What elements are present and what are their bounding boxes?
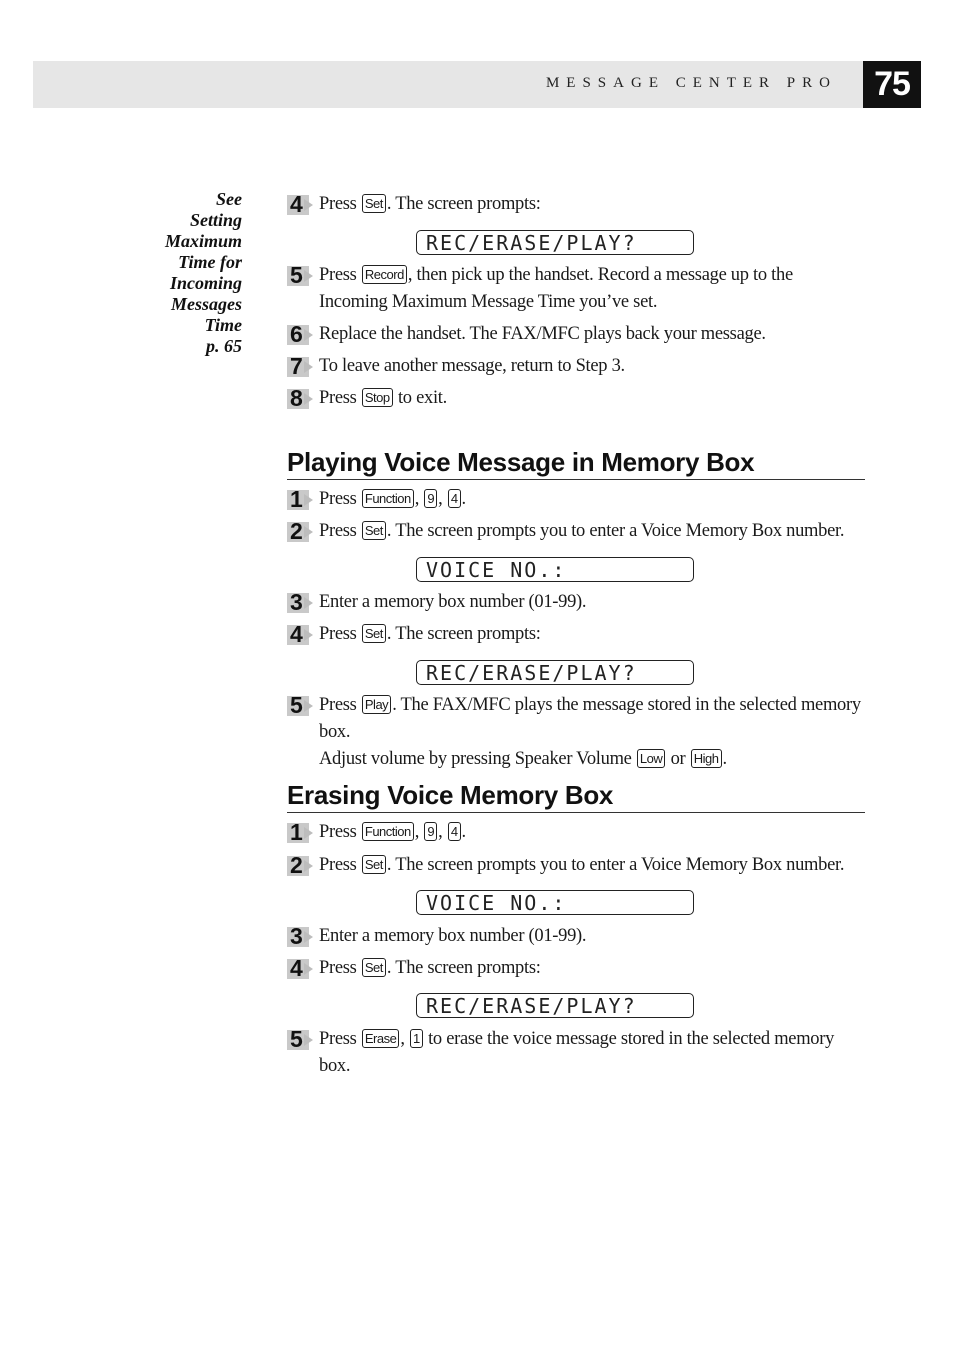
stop-key: Stop bbox=[362, 388, 393, 407]
step-number-badge: 4 bbox=[287, 622, 319, 648]
high-key: High bbox=[691, 749, 722, 768]
set-key: Set bbox=[362, 194, 386, 213]
step-number-badge: 4 bbox=[287, 956, 319, 982]
lcd-display: REC/ERASE/PLAY? bbox=[416, 993, 694, 1018]
function-key: Function bbox=[362, 822, 414, 841]
key-4: 4 bbox=[448, 489, 461, 508]
step-number-badge: 7 bbox=[287, 354, 319, 380]
lcd-display: REC/ERASE/PLAY? bbox=[416, 660, 694, 685]
record-key: Record bbox=[362, 265, 407, 284]
key-1: 1 bbox=[410, 1029, 423, 1048]
sidenote-line: Time bbox=[204, 315, 242, 335]
step-number-badge: 2 bbox=[287, 519, 319, 545]
step-number-badge: 5 bbox=[287, 263, 319, 289]
lcd-display: VOICE NO.:_ bbox=[416, 557, 694, 582]
step-number-badge: 4 bbox=[287, 192, 319, 218]
arrow-icon bbox=[304, 860, 313, 872]
sidenote bbox=[120, 189, 242, 357]
erase-key: Erase bbox=[362, 1029, 399, 1048]
step-number-badge: 2 bbox=[287, 853, 319, 879]
section-title-playing: Playing Voice Message in Memory Box bbox=[287, 447, 865, 480]
lcd-display: REC/ERASE/PLAY? bbox=[416, 230, 694, 255]
sidenote-line: Messages bbox=[171, 294, 242, 314]
sidenote-line: See bbox=[216, 189, 242, 209]
function-key: Function bbox=[362, 489, 414, 508]
sidenote-line: p. 65 bbox=[206, 336, 242, 356]
sidenote-line: Setting bbox=[189, 210, 242, 230]
step-number-badge: 8 bbox=[287, 386, 319, 412]
arrow-icon bbox=[304, 597, 313, 609]
step-number-badge: 5 bbox=[287, 693, 319, 719]
low-key: Low bbox=[637, 749, 665, 768]
step-number-badge: 5 bbox=[287, 1027, 319, 1053]
arrow-icon bbox=[304, 629, 313, 641]
arrow-icon bbox=[304, 329, 313, 341]
set-key: Set bbox=[362, 624, 386, 643]
section-title-erasing: Erasing Voice Memory Box bbox=[287, 780, 865, 813]
key-9: 9 bbox=[424, 489, 437, 508]
step-number-badge: 3 bbox=[287, 924, 319, 950]
arrow-icon bbox=[304, 270, 313, 282]
key-4: 4 bbox=[448, 822, 461, 841]
arrow-icon bbox=[304, 199, 313, 211]
header-bar bbox=[33, 61, 863, 108]
step-number-badge: 6 bbox=[287, 322, 319, 348]
arrow-icon bbox=[304, 1034, 313, 1046]
sidenote-line: Maximum bbox=[164, 231, 242, 251]
page-number: 75 bbox=[863, 61, 921, 108]
sidenote-line: Incoming bbox=[169, 273, 242, 293]
running-header: MESSAGE CENTER PRO bbox=[545, 75, 837, 91]
set-key: Set bbox=[362, 958, 386, 977]
arrow-icon bbox=[304, 494, 313, 506]
arrow-icon bbox=[304, 361, 313, 373]
step-number-badge: 1 bbox=[287, 487, 319, 513]
set-key: Set bbox=[362, 855, 386, 874]
step-number-badge: 1 bbox=[287, 820, 319, 846]
arrow-icon bbox=[304, 526, 313, 538]
arrow-icon bbox=[304, 827, 313, 839]
step-number-badge: 3 bbox=[287, 590, 319, 616]
sidenote-line: Time for bbox=[178, 252, 242, 272]
arrow-icon bbox=[304, 931, 313, 943]
arrow-icon bbox=[304, 393, 313, 405]
arrow-icon bbox=[304, 963, 313, 975]
play-key: Play bbox=[362, 695, 391, 714]
set-key: Set bbox=[362, 521, 386, 540]
key-9: 9 bbox=[424, 822, 437, 841]
arrow-icon bbox=[304, 700, 313, 712]
lcd-display: VOICE NO.:_ bbox=[416, 890, 694, 915]
